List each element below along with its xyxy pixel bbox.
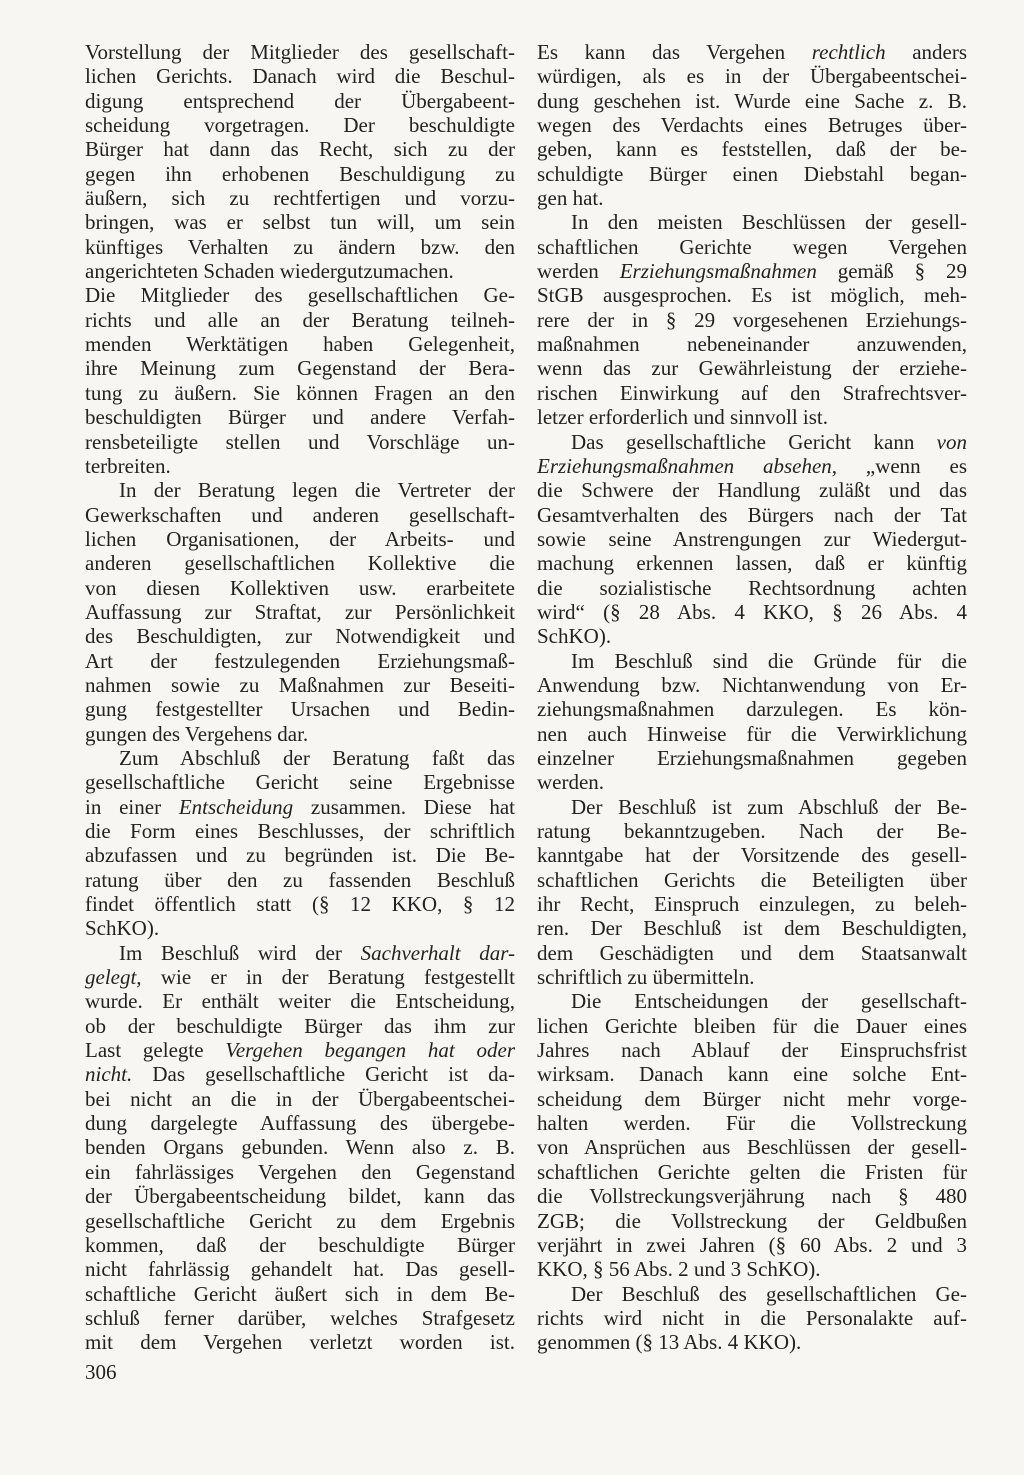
- left-text-column: [85, 40, 515, 1355]
- text-line: Im Beschluß wird der Sachverhalt dar-: [119, 940, 515, 965]
- text-line: wenn das zur Gewährleistung der erziehe-: [537, 356, 967, 381]
- text-line: Zum Abschluß der Beratung faßt das: [119, 745, 515, 770]
- text-line: abzufassen und zu begründen ist. Die Be-: [85, 843, 515, 868]
- text-line: rere der in § 29 vorgesehenen Erziehungs-: [537, 307, 967, 332]
- text-line: Vorstellung der Mitglieder des gesellschaft-: [85, 40, 515, 64]
- text-line: Die Mitglieder des gesellschaftlichen Ge-: [85, 283, 515, 308]
- text-line: Der Beschluß des gesellschaftlichen Ge-: [571, 1281, 967, 1306]
- text-line: richts und alle an der Beratung teilneh-: [85, 307, 515, 332]
- text-line: verjährt in zwei Jahren (§ 60 Abs. 2 und 3: [537, 1232, 967, 1257]
- text-line: gelegt, wie er in der Beratung festgestellt: [85, 965, 515, 990]
- text-line: kommen, daß der beschuldigte Bürger: [85, 1232, 515, 1257]
- text-line: menden Werktätigen haben Gelegenheit,: [85, 332, 515, 357]
- text-line: Anwendung bzw. Nichtanwendung von Er-: [537, 672, 967, 697]
- text-line: ZGB; die Vollstreckung der Geldbußen: [537, 1208, 967, 1233]
- page-number: 306: [85, 1360, 117, 1384]
- text-line: digung entsprechend der Übergabeent-: [85, 88, 515, 113]
- text-line: Das gesellschaftliche Gericht kann von: [571, 429, 967, 454]
- text-line: bringen, was er selbst tun will, um sein: [85, 210, 515, 235]
- text-line: ratung bekanntzugeben. Nach der Be-: [537, 819, 967, 843]
- text-line: künftiges Verhalten zu ändern bzw. den: [85, 234, 515, 259]
- text-line: Art der festzulegenden Erziehungsmaß-: [85, 648, 515, 673]
- text-line: gesellschaftliche Gericht seine Ergebnisse: [85, 770, 515, 795]
- text-line: angerichteten Schaden wiedergutzumachen.: [85, 259, 454, 284]
- text-line: Der Beschluß ist zum Abschluß der Be-: [571, 794, 967, 819]
- text-line: bei nicht an die in der Übergabeentschei-: [85, 1086, 515, 1111]
- text-line: gegen ihn erhobenen Beschuldigung zu: [85, 161, 515, 186]
- text-line: Gewerkschaften und anderen gesellschaft-: [85, 502, 515, 527]
- text-line: wirksam. Danach kann eine solche Ent-: [537, 1062, 967, 1087]
- text-line: nen auch Hinweise für die Verwirklichung: [537, 721, 967, 746]
- text-line: nahmen sowie zu Maßnahmen zur Beseiti-: [85, 672, 515, 697]
- text-line: lichen Gerichts. Danach wird die Beschul-: [85, 64, 515, 89]
- text-line: SchKO).: [537, 624, 612, 649]
- text-line: Es kann das Vergehen rechtlich anders: [537, 40, 967, 64]
- text-line: von Ansprüchen aus Beschlüssen der gesell-: [537, 1135, 967, 1160]
- text-line: gen hat.: [537, 186, 604, 211]
- text-line: dung dargelegte Auffassung des übergebe-: [85, 1111, 515, 1136]
- text-line: wegen des Verdachts eines Betruges über-: [537, 113, 967, 138]
- text-line: anderen gesellschaftlichen Kollektive die: [85, 551, 515, 576]
- text-line: gesellschaftliche Gericht zu dem Ergebnis: [85, 1208, 515, 1233]
- text-line: werden.: [537, 770, 605, 795]
- text-line: machung erkennen lassen, daß er künftig: [537, 551, 967, 576]
- text-line: werden Erziehungsmaßnahmen gemäß § 29: [537, 259, 967, 284]
- text-line: ein fahrlässiges Vergehen den Gegenstand: [85, 1159, 515, 1184]
- text-line: nicht fahrlässig gehandelt hat. Das gesell-: [85, 1257, 515, 1282]
- text-line: tung zu äußern. Sie können Fragen an den: [85, 380, 515, 405]
- text-line: SchKO).: [85, 916, 160, 941]
- text-line: rensbeteiligte stellen und Vorschläge un-: [85, 429, 515, 454]
- text-line: terbreiten.: [85, 453, 171, 478]
- text-line: findet öffentlich statt (§ 12 KKO, § 12: [85, 892, 515, 917]
- text-line: schluß ferner darüber, welches Strafgesetz: [85, 1305, 515, 1330]
- text-line: des Beschuldigten, zur Notwendigkeit und: [85, 624, 515, 649]
- text-line: ratung über den zu fassenden Beschluß: [85, 867, 515, 892]
- text-line: beschuldigten Bürger und andere Verfah-: [85, 405, 515, 430]
- text-line: kanntgabe hat der Vorsitzende des gesell-: [537, 843, 967, 868]
- text-line: wird“ (§ 28 Abs. 4 KKO, § 26 Abs. 4: [537, 599, 967, 624]
- text-line: rischen Einwirkung auf den Strafrechtsver-: [537, 380, 967, 405]
- text-line: dung geschehen ist. Wurde eine Sache z. B.: [537, 88, 967, 113]
- text-line: In den meisten Beschlüssen der gesell-: [571, 210, 967, 235]
- text-line: einzelner Erziehungsmaßnahmen gegeben: [537, 745, 967, 770]
- text-line: schaftlichen Gerichts die Beteiligten über: [537, 867, 967, 892]
- text-line: KKO, § 56 Abs. 2 und 3 SchKO).: [537, 1257, 821, 1282]
- text-line: scheidung dem Bürger nicht mehr vorge-: [537, 1086, 967, 1111]
- text-line: mit dem Vergehen verletzt worden ist.: [85, 1330, 515, 1355]
- text-line: StGB ausgesprochen. Es ist möglich, meh-: [537, 283, 967, 308]
- text-line: Im Beschluß sind die Gründe für die: [571, 648, 967, 673]
- text-line: sowie seine Anstrengungen zur Wiedergut-: [537, 526, 967, 551]
- text-line: ren. Der Beschluß ist dem Beschuldigten,: [537, 916, 967, 941]
- text-line: schaftlichen Gerichte wegen Vergehen: [537, 234, 967, 259]
- text-line: in einer Entscheidung zusammen. Diese hat: [85, 794, 515, 819]
- text-line: ziehungsmaßnahmen darzulegen. Es kön-: [537, 697, 967, 722]
- text-line: würdigen, als es in der Übergabeentschei-: [537, 64, 967, 89]
- text-line: maßnahmen nebeneinander anzuwenden,: [537, 332, 967, 357]
- text-line: äußern, sich zu rechtfertigen und vorzu-: [85, 186, 515, 211]
- text-line: schriftlich zu übermitteln.: [537, 965, 755, 990]
- text-line: ihre Meinung zum Gegenstand der Bera-: [85, 356, 515, 381]
- text-line: Die Entscheidungen der gesellschaft-: [571, 989, 967, 1014]
- text-line: Last gelegte Vergehen begangen hat oder: [85, 1038, 515, 1063]
- text-line: benden Organs gebunden. Wenn also z. B.: [85, 1135, 515, 1160]
- text-line: die sozialistische Rechtsordnung achten: [537, 575, 967, 600]
- text-line: In der Beratung legen die Vertreter der: [119, 478, 515, 503]
- text-line: Gesamtverhalten des Bürgers nach der Tat: [537, 502, 967, 527]
- text-line: die Schwere der Handlung zuläßt und das: [537, 478, 967, 503]
- text-line: nicht. Das gesellschaftliche Gericht ist da-: [85, 1062, 515, 1087]
- text-line: richts wird nicht in die Personalakte auf-: [537, 1305, 967, 1330]
- text-line: lichen Gerichte bleiben für die Dauer eines: [537, 1013, 967, 1038]
- text-line: ihr Recht, Einspruch einzulegen, zu beleh-: [537, 892, 967, 917]
- text-line: genommen (§ 13 Abs. 4 KKO).: [537, 1330, 802, 1355]
- text-line: geben, kann es feststellen, daß der be-: [537, 137, 967, 162]
- text-line: Jahres nach Ablauf der Einspruchsfrist: [537, 1038, 967, 1063]
- text-line: Auffassung zur Straftat, zur Persönlichkeit: [85, 599, 515, 624]
- text-line: letzer erforderlich und sinnvoll ist.: [537, 405, 828, 430]
- text-line: der Übergabeentscheidung bildet, kann das: [85, 1184, 515, 1209]
- text-line: von diesen Kollektiven usw. erarbeitete: [85, 575, 515, 600]
- text-line: gungen des Vergehens dar.: [85, 721, 309, 746]
- text-line: dem Geschädigten und dem Staatsanwalt: [537, 940, 967, 965]
- text-line: schuldigte Bürger einen Diebstahl began-: [537, 161, 967, 186]
- text-line: scheidung vorgetragen. Der beschuldigte: [85, 113, 515, 138]
- right-text-column: [537, 40, 967, 1355]
- text-line: halten werden. Für die Vollstreckung: [537, 1111, 967, 1136]
- text-line: schaftliche Gericht äußert sich in dem Be-: [85, 1281, 515, 1306]
- text-line: ob der beschuldigte Bürger das ihm zur: [85, 1013, 515, 1038]
- text-line: schaftlichen Gerichte gelten die Fristen für: [537, 1159, 967, 1184]
- text-line: die Vollstreckungsverjährung nach § 480: [537, 1184, 967, 1209]
- text-line: Bürger hat dann das Recht, sich zu der: [85, 137, 515, 162]
- text-line: die Form eines Beschlusses, der schriftlich: [85, 819, 515, 843]
- text-line: lichen Organisationen, der Arbeits- und: [85, 526, 515, 551]
- text-line: gung festgestellter Ursachen und Bedin-: [85, 697, 515, 722]
- text-line: Erziehungsmaßnahmen absehen, „wenn es: [537, 453, 967, 478]
- text-line: wurde. Er enthält weiter die Entscheidung,: [85, 989, 515, 1014]
